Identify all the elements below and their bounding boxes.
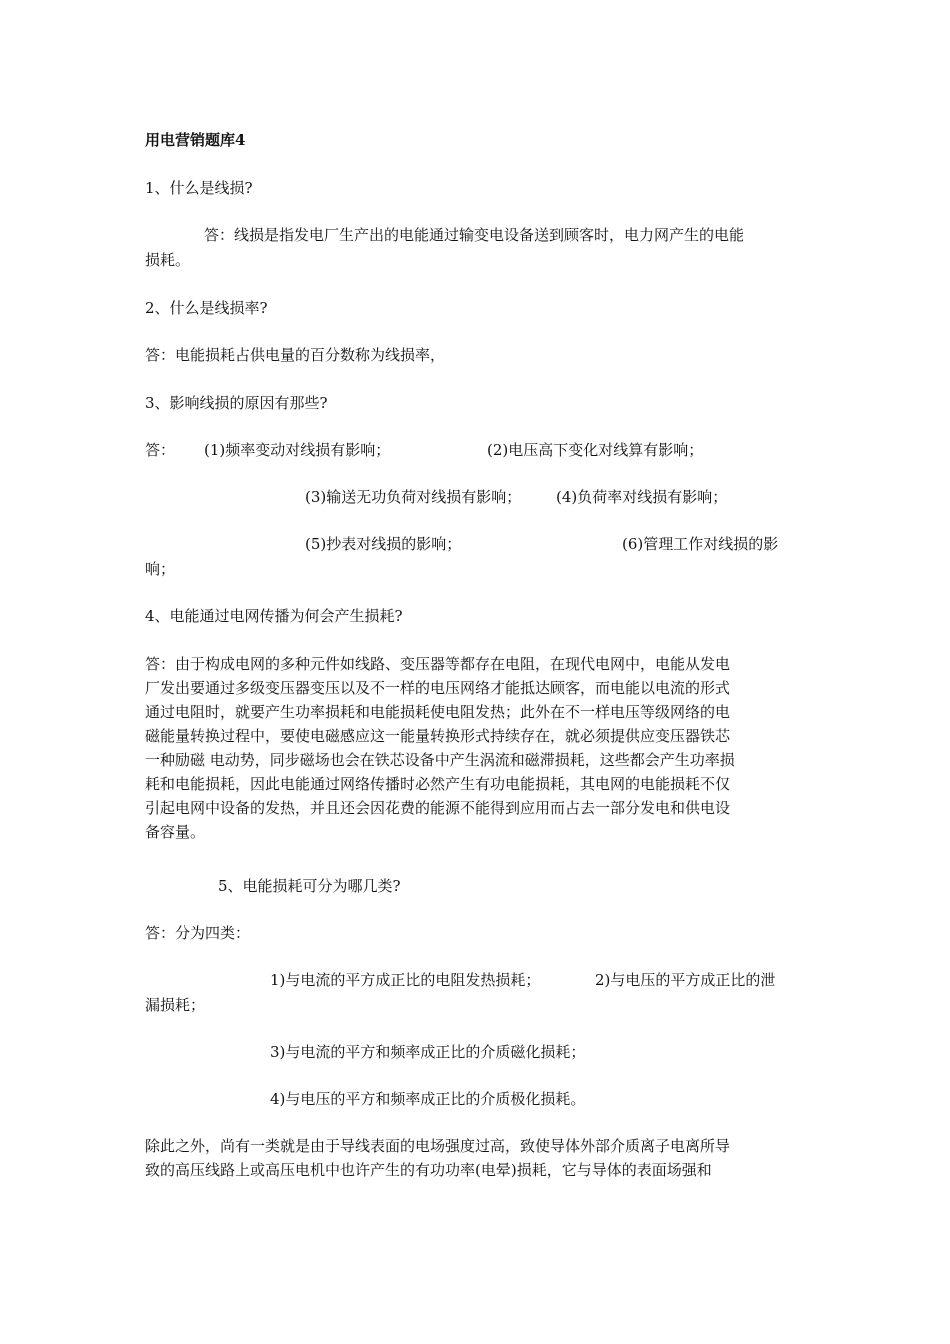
answer-1-line-2: 损耗。	[145, 251, 191, 269]
document-title: 用电营销题库4	[145, 131, 246, 149]
answer-5-item-2: 2)与电压的平方成正比的泄	[595, 971, 776, 989]
question-3: 3、影响线损的原因有那些?	[145, 394, 328, 412]
closing-line: 除此之外，尚有一类就是由于导线表面的电场强度过高，致使导体外部介质离子电离所导	[145, 1137, 731, 1155]
question-5: 5、电能损耗可分为哪几类?	[218, 877, 401, 895]
answer-2: 答：电能损耗占供电量的百分数称为线损率，	[145, 346, 446, 364]
closing-line: 致的高压线路上或高压电机中也许产生的有功功率(电晕)损耗，它与导体的表面场强和	[145, 1161, 712, 1179]
answer-4-line: 备容量。	[145, 823, 206, 841]
answer-5-item-3: 3)与电流的平方和频率成正比的介质磁化损耗；	[270, 1043, 586, 1061]
answer-3-item-4: (4)负荷率对线损有影响；	[556, 488, 728, 506]
answer-3-item-2: (2)电压高下变化对线算有影响；	[487, 441, 704, 459]
answer-5-item-4: 4)与电压的平方和频率成正比的介质极化损耗。	[270, 1090, 586, 1108]
answer-4-line: 一种励磁 电动势，同步磁场也会在铁芯设备中产生涡流和磁滞损耗，这些都会产生功率损	[145, 751, 735, 769]
answer-3-item-3: (3)输送无功负荷对线损有影响；	[305, 488, 522, 506]
question-4: 4、电能通过电网传播为何会产生损耗?	[145, 607, 403, 625]
answer-5: 答：分为四类：	[145, 924, 251, 942]
closing-paragraph	[145, 1134, 730, 1182]
answer-3-item-1: (1)频率变动对线损有影响；	[204, 441, 391, 459]
answer-4-line: 通过电阻时，就要产生功率损耗和电能损耗使电阻发热；此外在不一样电压等级网络的电	[145, 703, 731, 721]
answer-4-line: 耗和电能损耗，因此电能通过网络传播时必然产生有功电能损耗，其电网的电能损耗不仅	[145, 775, 731, 793]
answer-4-line: 磁能量转换过程中，要使电磁感应这一能量转换形式持续存在，就必须提供应变压器铁芯	[145, 727, 731, 745]
answer-4-line: 答：由于构成电网的多种元件如线路、变压器等都存在电阻，在现代电网中，电能从发电	[145, 655, 731, 673]
answer-3-item-6-cont: 响；	[145, 560, 176, 578]
answer-4-line: 厂发出要通过多级变压器变压以及不一样的电压网络才能抵达顾客，而电能以电流的形式	[145, 679, 731, 697]
question-2: 2、什么是线损率?	[145, 299, 268, 317]
answer-5-item-1: 1)与电流的平方成正比的电阻发热损耗；	[270, 971, 541, 989]
answer-4-line: 引起电网中设备的发热，并且还会因花费的能源不能得到应用而占去一部分发电和供电设	[145, 799, 731, 817]
answer-4	[145, 652, 735, 844]
answer-3-item-5: (5)抄表对线损的影响；	[305, 535, 462, 553]
answer-3-item-6: (6)管理工作对线损的影	[622, 535, 779, 553]
question-1: 1、什么是线损?	[145, 179, 253, 197]
answer-3-prefix: 答：	[145, 441, 176, 459]
answer-1-line-1: 答：线损是指发电厂生产出的电能通过输变电设备送到顾客时，电力网产生的电能	[204, 226, 745, 244]
answer-5-item-2-cont: 漏损耗；	[145, 996, 206, 1014]
